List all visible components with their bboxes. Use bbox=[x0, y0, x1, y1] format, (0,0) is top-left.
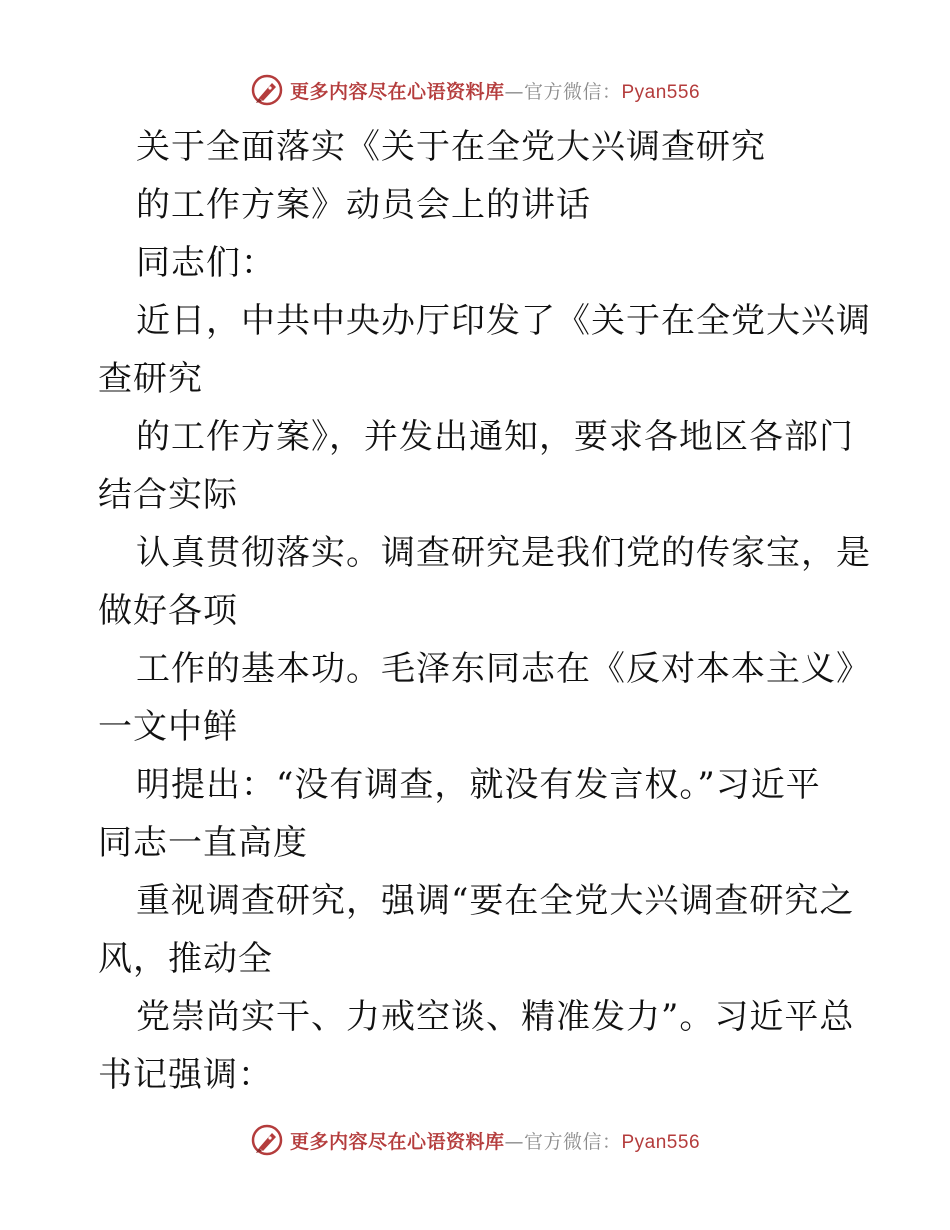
header-banner-main: 更多内容尽在心语资料库 bbox=[289, 80, 505, 103]
document-line: 重视调查研究，强调“要在全党大兴调查研究之 bbox=[136, 881, 855, 921]
document-line: 结合实际 bbox=[98, 475, 238, 515]
document-line: 风，推动全 bbox=[98, 939, 273, 979]
document-line: 书记强调： bbox=[98, 1055, 273, 1095]
pen-nib-logo-icon bbox=[250, 1123, 284, 1157]
document-line: 明提出：“没有调查，就没有发言权。”习近平 bbox=[136, 765, 821, 805]
document-body bbox=[98, 118, 871, 1104]
document-line: 近日，中共中央办厅印发了《关于在全党大兴调 bbox=[136, 301, 871, 341]
footer-banner-main: 更多内容尽在心语资料库 bbox=[289, 1130, 505, 1153]
document-line: 查研究 bbox=[98, 359, 203, 399]
document-line: 认真贯彻落实。调查研究是我们党的传家宝，是 bbox=[136, 533, 871, 573]
footer-banner-sep: — bbox=[504, 1130, 524, 1153]
document-line: 关于全面落实《关于在全党大兴调查研究 bbox=[136, 127, 766, 167]
document-line: 党崇尚实干、力戒空谈、精准发力”。习近平总 bbox=[136, 997, 855, 1037]
document-line: 的工作方案》，并发出通知，要求各地区各部门 bbox=[136, 417, 854, 457]
document-line: 一文中鲜 bbox=[98, 707, 238, 747]
document-line: 同志一直高度 bbox=[98, 823, 308, 863]
header-wechat-id: Pyan556 bbox=[621, 81, 701, 103]
footer-banner-text bbox=[290, 1127, 700, 1154]
footer-wechat-id: Pyan556 bbox=[621, 1131, 701, 1153]
header-banner-text bbox=[290, 77, 700, 104]
header-wechat-label: 官方微信： bbox=[523, 80, 622, 103]
document-line: 的工作方案》动员会上的讲话 bbox=[136, 185, 591, 225]
document-line: 做好各项 bbox=[98, 591, 238, 631]
document-line: 工作的基本功。毛泽东同志在《反对本本主义》 bbox=[136, 649, 871, 689]
pen-nib-logo-icon bbox=[250, 73, 284, 107]
document-line: 同志们： bbox=[136, 243, 276, 283]
header-banner-sep: — bbox=[504, 80, 524, 103]
footer-banner bbox=[0, 1120, 950, 1160]
footer-wechat-label: 官方微信： bbox=[523, 1130, 622, 1153]
header-banner bbox=[0, 70, 950, 110]
